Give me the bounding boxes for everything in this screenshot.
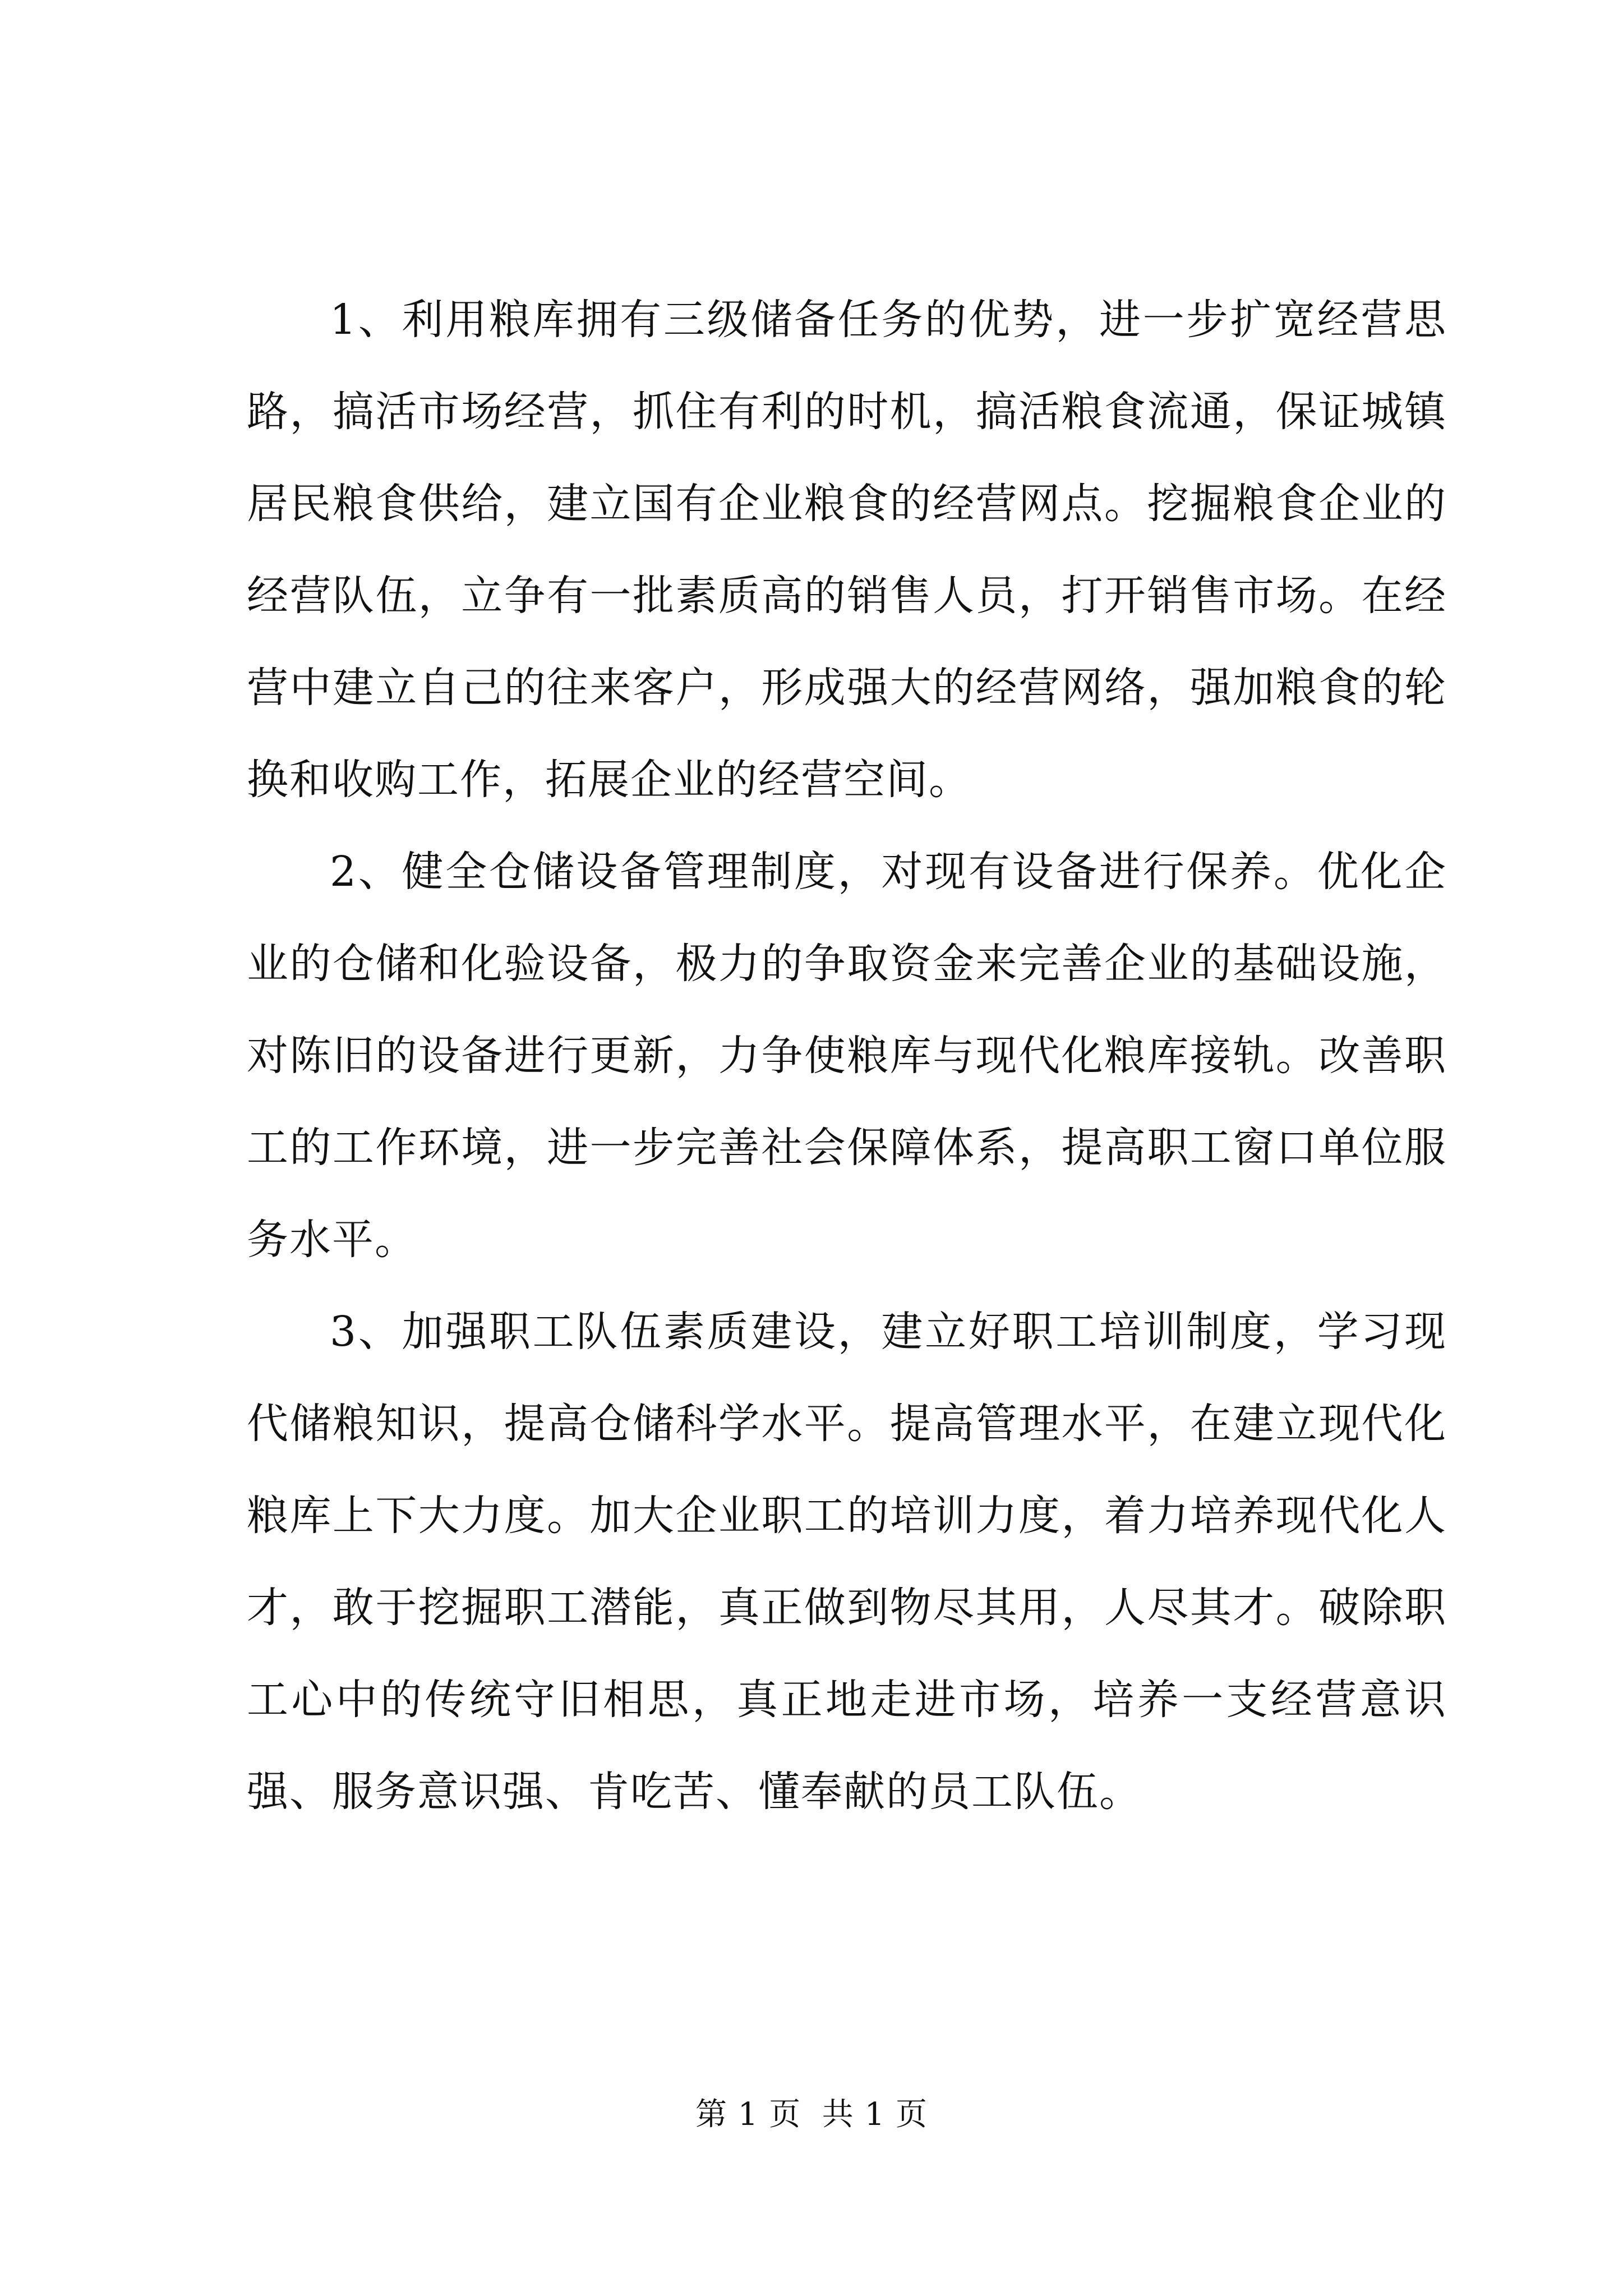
paragraph-3: 3、加强职工队伍素质建设，建立好职工培训制度，学习现代储粮知识，提高仓储科学水平。提高管理水平，在建立现代化粮库上下大力度。加大企业职工的培训力度，着力培养现代化人才，敢于挖掘职工潜能，真正做到物尽其用，人尽其才。破除职工心中的传统守旧相思，真正地走进市场，培养一支经营意识强、服务意识强、肯吃苦、懂奉献的员工队伍。 [247,1308,1447,1816]
document-body [247,274,1447,1838]
page-footer [0,2095,1623,2134]
paragraph-2: 2、健全仓储设备管理制度，对现有设备进行保养。优化企业的仓储和化验设备，极力的争取资金来完善企业的基础设施，对陈旧的设备进行更新，力争使粮库与现代化粮库接轨。改善职工的工作环境，进一步完善社会保障体系，提高职工窗口单位服务水平。 [247,848,1447,1264]
paragraph-1: 1、利用粮库拥有三级储备任务的优势，进一步扩宽经营思路，搞活市场经营，抓住有利的时机，搞活粮食流通，保证城镇居民粮食供给，建立国有企业粮食的经营网点。挖掘粮食企业的经营队伍，立争有一批素质高的销售人员，打开销售市场。在经营中建立自己的往来客户，形成强大的经营网络，强加粮食的轮换和收购工作，拓展企业的经营空间。 [247,296,1447,804]
page-number-label: 第 1 页 共 1 页 [695,2096,928,2133]
